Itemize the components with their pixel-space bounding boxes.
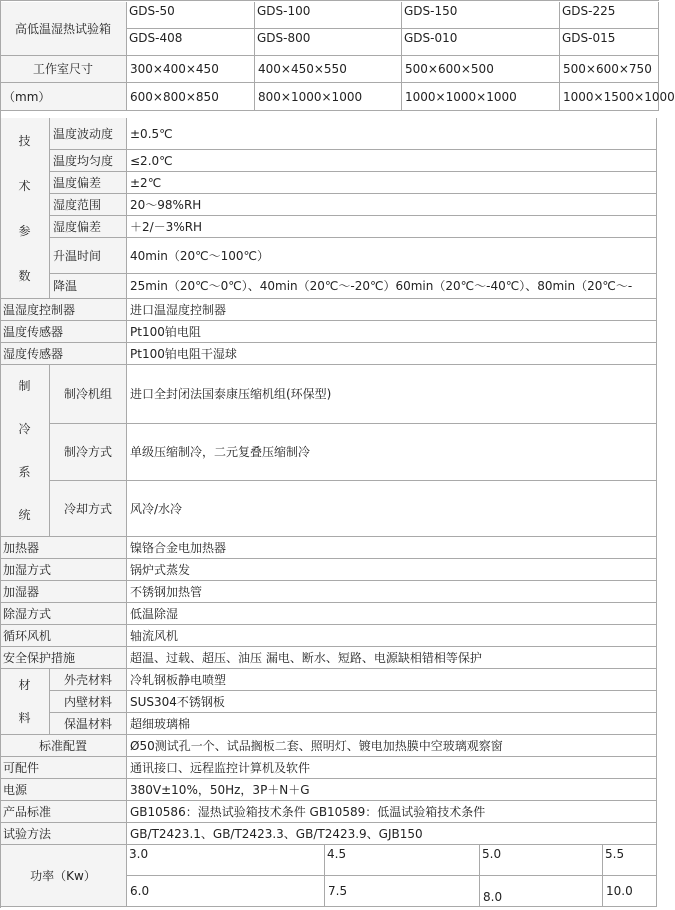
material-value-text: 超细玻璃棉 (130, 716, 191, 731)
cooling-side-label-char: 系 (18, 464, 31, 479)
power-value (127, 845, 325, 876)
cooling-label (50, 365, 127, 424)
spec-value-text: GB10586：湿热试验箱技术条件 GB10589：低温试验箱技术条件 (130, 804, 486, 819)
power-label (0, 845, 127, 907)
power-value (603, 845, 657, 876)
cooling-value (127, 424, 657, 481)
tech-param-label (50, 194, 127, 216)
material-label-text: 内壁材料 (63, 694, 112, 709)
spec-value-text: Ø50测试孔一个、试品搁板二套、照明灯、镀电加热膜中空玻璃观察窗 (130, 738, 503, 753)
spec-label (0, 321, 127, 343)
material-label (50, 713, 127, 735)
model-cell (560, 2, 659, 29)
spec-label (0, 779, 127, 801)
model-cell (402, 29, 560, 56)
tech-param-label-text: 升温时间 (53, 248, 102, 263)
workspace-size-text: 500×600×750 (563, 62, 652, 76)
tech-side-label-char: 术 (18, 178, 31, 193)
tech-param-label-text: 温度均匀度 (53, 153, 114, 168)
spec-value-text: 超温、过载、超压、油压 漏电、断水、短路、电源缺相错相等保护 (130, 650, 482, 665)
workspace-unit (0, 83, 127, 111)
tech-param-label (50, 172, 127, 194)
tech-param-value (127, 150, 657, 172)
tech-param-label (50, 238, 127, 274)
tech-side-label (0, 118, 50, 299)
spec-label-text: 加湿方式 (3, 562, 52, 577)
tech-param-value (127, 216, 657, 238)
spec-value-text: Pt100铂电阻 (130, 324, 201, 339)
power-value (325, 876, 480, 907)
material-label-text: 保温材料 (63, 716, 112, 731)
title-label-text: 高低温湿热试验箱 (14, 21, 111, 36)
workspace-size (255, 83, 402, 111)
spec-label-text: 电源 (3, 782, 28, 797)
spec-label (0, 625, 127, 647)
model-cell (255, 29, 402, 56)
tech-param-label-text: 温度波动度 (53, 126, 114, 141)
spec-label-text: 产品标准 (3, 804, 52, 819)
tech-param-value-text: ≤2.0℃ (130, 153, 173, 168)
tech-param-label (50, 216, 127, 238)
spec-label (0, 537, 127, 559)
tech-param-value-text: 20～98%RH (130, 197, 202, 212)
title-label (0, 2, 127, 56)
spec-value (127, 647, 657, 669)
spec-label-text: 安全保护措施 (3, 650, 76, 665)
power-value-text: 5.5 (605, 847, 625, 861)
workspace-size-text: 1000×1500×1000 (563, 89, 675, 104)
model-cell (402, 2, 560, 29)
model-cell-text: GDS-015 (562, 31, 616, 45)
model-cell (127, 2, 255, 29)
tech-param-value (127, 118, 657, 150)
spec-value-text: 通讯接口、远程监控计算机及软件 (130, 760, 311, 775)
workspace-size-text: 400×450×550 (258, 62, 347, 76)
power-value-text: 3.0 (129, 847, 149, 861)
material-side-label-char: 料 (18, 710, 31, 725)
tech-param-label-text: 降温 (53, 279, 78, 293)
tech-param-label (50, 118, 127, 150)
tech-side-label-char: 参 (18, 223, 31, 238)
model-cell-text: GDS-150 (404, 4, 458, 18)
power-value-text: 8.0 (483, 890, 503, 904)
spec-value-text: 低温除湿 (130, 606, 179, 621)
cooling-value-text: 单级压缩制冷，二元复叠压缩制冷 (130, 445, 311, 459)
spec-value (127, 321, 657, 343)
material-value (127, 669, 657, 691)
tech-param-value-text: ±2℃ (130, 175, 162, 190)
power-value-text: 10.0 (606, 884, 633, 898)
spec-value-text: Pt100铂电阻干湿球 (130, 346, 237, 361)
workspace-label (0, 56, 127, 83)
cooling-label-text: 制冷机组 (63, 387, 112, 401)
workspace-size-text: 600×800×850 (130, 89, 219, 104)
spec-label (0, 647, 127, 669)
spec-value (127, 581, 657, 603)
model-cell-text: GDS-800 (257, 31, 311, 45)
spec-label-text: 加热器 (3, 540, 40, 555)
spec-value-text: 轴流风机 (130, 628, 179, 643)
spec-label-text: 湿度传感器 (3, 346, 64, 361)
model-cell (127, 29, 255, 56)
workspace-size-text: 500×600×500 (405, 62, 494, 76)
workspace-size (255, 56, 402, 83)
spec-value (127, 559, 657, 581)
spec-value-text: GB/T2423.1、GB/T2423.3、GB/T2423.9、GJB150 (130, 826, 423, 841)
tech-param-label (50, 274, 127, 299)
model-cell-text: GDS-225 (562, 4, 616, 18)
power-value-text: 6.0 (130, 884, 150, 898)
material-value (127, 713, 657, 735)
workspace-unit-text: （mm） (3, 89, 51, 104)
tech-param-value (127, 172, 657, 194)
workspace-size (560, 83, 675, 111)
workspace-size-text: 1000×1000×1000 (405, 89, 517, 104)
tech-side-label-char: 数 (18, 268, 31, 283)
tech-param-label-text: 温度偏差 (53, 175, 102, 190)
model-cell (560, 29, 659, 56)
cooling-label (50, 424, 127, 481)
tech-param-label (50, 150, 127, 172)
cooling-label-text: 冷却方式 (63, 501, 112, 516)
tech-param-value (127, 274, 657, 299)
tech-param-value-text: ＋2/－3%RH (130, 219, 203, 234)
power-value-text: 7.5 (328, 884, 348, 898)
spec-label (0, 603, 127, 625)
spec-value (127, 823, 657, 845)
spec-value-text: 进口温湿度控制器 (130, 302, 227, 317)
spec-value (127, 735, 657, 757)
power-value-text: 5.0 (482, 847, 502, 861)
tech-param-value (127, 238, 657, 274)
spec-value (127, 779, 657, 801)
material-label (50, 669, 127, 691)
cooling-side-label (0, 365, 50, 537)
material-value-text: 冷轧钢板静电喷塑 (130, 672, 227, 687)
spec-label-text: 温湿度控制器 (3, 302, 76, 317)
spec-label-text: 标准配置 (38, 738, 87, 753)
spec-label (0, 581, 127, 603)
workspace-size-text: 300×400×450 (130, 62, 219, 76)
workspace-label-text: 工作室尺寸 (32, 62, 93, 76)
material-label (50, 691, 127, 713)
spec-value (127, 625, 657, 647)
power-label-text: 功率（Kw） (30, 868, 96, 883)
spec-value (127, 801, 657, 823)
workspace-size-text: 800×1000×1000 (258, 89, 363, 104)
cooling-side-label-char: 统 (18, 507, 31, 522)
cooling-side-label-char: 冷 (18, 422, 31, 437)
spec-value (127, 603, 657, 625)
workspace-size (127, 56, 255, 83)
spec-value (127, 343, 657, 365)
material-side-label-char: 材 (18, 678, 31, 693)
tech-param-value-text: ±0.5℃ (130, 126, 173, 141)
model-cell-text: GDS-010 (404, 31, 458, 45)
spec-label (0, 801, 127, 823)
spec-value (127, 757, 657, 779)
power-value (603, 876, 657, 907)
model-cell-text: GDS-50 (129, 4, 175, 18)
tech-param-value-text: 40min（20℃～100℃） (130, 248, 270, 263)
power-value (480, 876, 603, 907)
tech-param-label-text: 湿度偏差 (53, 219, 102, 234)
spec-value (127, 299, 657, 321)
model-cell-text: GDS-100 (257, 4, 311, 18)
tech-param-value-text: 25min（20℃～0℃）、40min（20℃～-20℃）60min（20℃～-40℃）、80min（20℃～- (130, 279, 633, 293)
spec-label (0, 757, 127, 779)
workspace-size (402, 56, 560, 83)
spec-label (0, 823, 127, 845)
cooling-side-label-char: 制 (18, 379, 31, 394)
spec-label-text: 试验方法 (3, 826, 52, 841)
spec-label-text: 除湿方式 (3, 606, 52, 621)
spec-value-text: 锅炉式蒸发 (130, 562, 191, 577)
spec-value-text: 不锈钢加热管 (130, 584, 203, 599)
spec-label-text: 加湿器 (3, 584, 40, 599)
cooling-value (127, 365, 657, 424)
power-value-text: 4.5 (327, 847, 347, 861)
spec-label (0, 559, 127, 581)
power-value (127, 876, 325, 907)
cooling-value (127, 481, 657, 537)
spec-label-text: 循环风机 (3, 628, 52, 643)
model-cell-text: GDS-408 (129, 31, 183, 45)
spec-value-text: 镍铬合金电加热器 (130, 540, 227, 555)
tech-side-label-char: 技 (18, 133, 31, 148)
material-side-label (0, 669, 50, 735)
tech-param-value (127, 194, 657, 216)
cooling-value-text: 风冷/水冷 (130, 501, 183, 516)
workspace-size (560, 56, 659, 83)
workspace-size (402, 83, 560, 111)
spec-value-text: 380V±10%，50Hz，3P＋N＋G (130, 782, 310, 797)
cooling-label-text: 制冷方式 (63, 445, 112, 459)
spec-label-text: 温度传感器 (3, 324, 64, 339)
workspace-size (127, 83, 255, 111)
tech-param-label-text: 湿度范围 (53, 197, 102, 212)
spec-label (0, 343, 127, 365)
material-label-text: 外壳材料 (63, 672, 112, 687)
material-value-text: SUS304不锈钢板 (130, 694, 225, 709)
power-value (325, 845, 480, 876)
spec-value (127, 537, 657, 559)
spec-label (0, 299, 127, 321)
spec-label (0, 735, 127, 757)
cooling-value-text: 进口全封闭法国泰康压缩机组(环保型) (130, 387, 332, 401)
cooling-label (50, 481, 127, 537)
model-cell (255, 2, 402, 29)
spec-label-text: 可配件 (3, 760, 40, 775)
material-value (127, 691, 657, 713)
power-value (480, 845, 603, 876)
